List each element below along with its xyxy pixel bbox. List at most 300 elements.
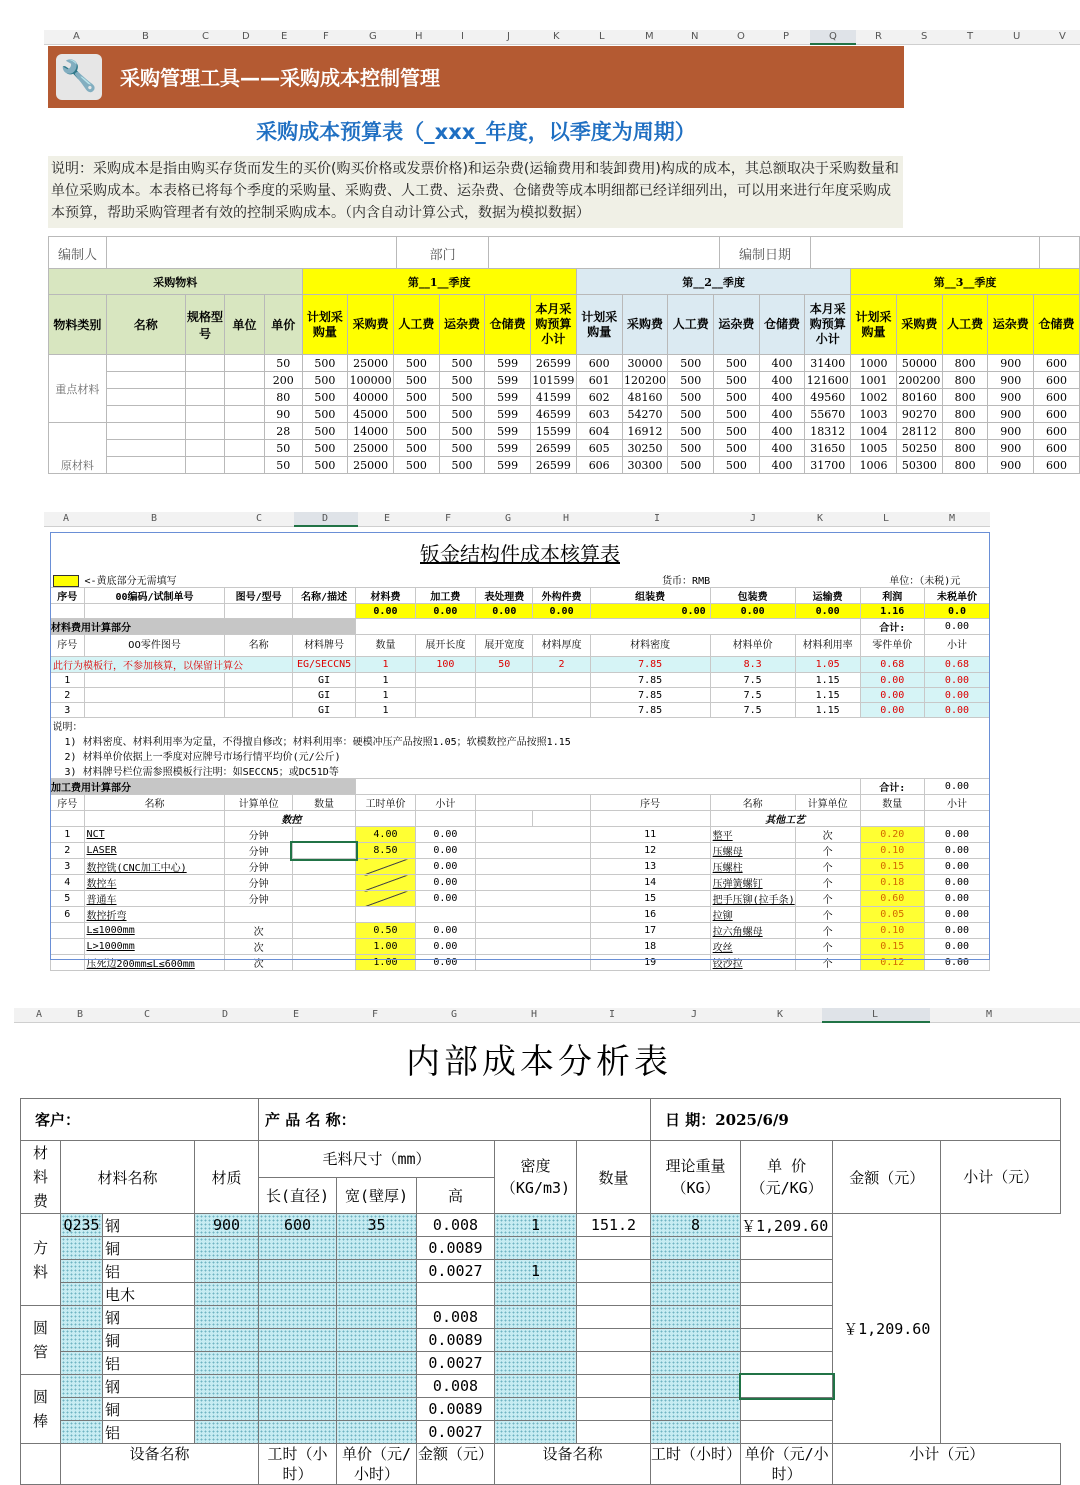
price-cell[interactable]: 7.5: [710, 673, 795, 688]
dept-cell[interactable]: [488, 237, 719, 270]
value-cell[interactable]: 800: [942, 406, 988, 423]
value-cell[interactable]: 120200: [623, 373, 666, 387]
width-cell[interactable]: [259, 1260, 337, 1283]
name-cell[interactable]: [106, 389, 185, 406]
height-cell[interactable]: [337, 1260, 417, 1283]
qty-cell[interactable]: 1: [356, 673, 415, 688]
column-letter[interactable]: Q: [829, 31, 837, 42]
value-cell[interactable]: 31650: [805, 440, 851, 457]
name-cell[interactable]: [106, 440, 185, 457]
value-cell[interactable]: 400: [759, 355, 805, 372]
thk-cell[interactable]: [533, 703, 590, 718]
value-cell[interactable]: 500: [302, 457, 348, 474]
value-cell[interactable]: 500: [668, 457, 714, 474]
unit-cell[interactable]: [225, 457, 265, 474]
len-cell[interactable]: [415, 703, 476, 718]
value-cell[interactable]: 100000: [349, 373, 392, 387]
value-cell[interactable]: 90270: [896, 406, 942, 423]
value-cell[interactable]: 500: [668, 372, 714, 389]
value-cell[interactable]: 600: [1034, 440, 1080, 457]
value-cell[interactable]: 500: [439, 423, 485, 440]
name-cell[interactable]: [106, 423, 185, 440]
price-cell[interactable]: 7.5: [710, 688, 795, 703]
material-name-cell[interactable]: Q235: [61, 1214, 103, 1237]
value-cell[interactable]: 500: [439, 355, 485, 372]
value-cell[interactable]: 800: [942, 389, 988, 406]
name-cell[interactable]: [106, 355, 185, 372]
wid-cell[interactable]: [476, 688, 533, 703]
value-cell[interactable]: 800: [942, 457, 988, 474]
value-cell[interactable]: 900: [988, 389, 1034, 406]
value-cell[interactable]: 606: [576, 457, 622, 474]
value-cell[interactable]: 101599: [532, 373, 575, 387]
value-cell[interactable]: 500: [714, 440, 760, 457]
value-cell[interactable]: 600: [1034, 406, 1080, 423]
qty-cell[interactable]: [495, 1306, 577, 1329]
column-letter[interactable]: A: [73, 31, 80, 42]
width-cell[interactable]: [259, 1237, 337, 1260]
value-cell[interactable]: 605: [576, 440, 622, 457]
width-cell[interactable]: [259, 1352, 337, 1375]
value-cell[interactable]: 200200: [898, 373, 941, 387]
unit-cell[interactable]: [225, 423, 265, 440]
length-cell[interactable]: [195, 1398, 259, 1421]
length-cell[interactable]: [195, 1375, 259, 1398]
column-letter[interactable]: F: [372, 1009, 379, 1020]
qty-cell[interactable]: [292, 923, 356, 939]
price-cell[interactable]: [651, 1237, 741, 1260]
value-cell[interactable]: 900: [988, 355, 1034, 372]
name-cell[interactable]: [106, 406, 185, 423]
value-cell[interactable]: 500: [302, 423, 348, 440]
value-cell[interactable]: 14000: [348, 423, 394, 440]
value-cell[interactable]: 900: [988, 457, 1034, 474]
column-letter[interactable]: F: [323, 31, 329, 42]
column-letter[interactable]: A: [36, 1009, 43, 1020]
part-no-cell[interactable]: [84, 703, 225, 718]
value-cell[interactable]: 80160: [896, 389, 942, 406]
height-cell[interactable]: [337, 1306, 417, 1329]
column-letter[interactable]: E: [293, 1009, 300, 1020]
value-cell[interactable]: 1005: [851, 440, 897, 457]
price-cell[interactable]: [651, 1421, 741, 1444]
value-cell[interactable]: 500: [668, 406, 714, 423]
value-cell[interactable]: 90: [264, 406, 302, 423]
value-cell[interactable]: 900: [988, 423, 1034, 440]
qty-cell[interactable]: [292, 907, 356, 923]
value-cell[interactable]: 400: [759, 406, 805, 423]
qty-cell[interactable]: [495, 1329, 577, 1352]
column-letter[interactable]: C: [202, 31, 209, 42]
price-cell[interactable]: [651, 1260, 741, 1283]
column-letter[interactable]: L: [599, 31, 605, 42]
rate-cell[interactable]: 0.60: [860, 891, 924, 907]
column-letter[interactable]: G: [505, 513, 512, 524]
value-cell[interactable]: 500: [439, 457, 485, 474]
column-header-bar[interactable]: [44, 30, 1080, 45]
value-cell[interactable]: 25000: [348, 355, 394, 372]
qty-cell[interactable]: [495, 1375, 577, 1398]
value-cell[interactable]: 400: [759, 423, 805, 440]
input-cell[interactable]: [225, 604, 292, 619]
value-cell[interactable]: 1001: [851, 372, 897, 389]
height-cell[interactable]: [337, 1352, 417, 1375]
rate-cell[interactable]: 0.10: [860, 923, 924, 939]
material-name-cell[interactable]: [61, 1283, 103, 1306]
unit-cell[interactable]: [225, 355, 265, 372]
width-cell[interactable]: [259, 1398, 337, 1421]
value-cell[interactable]: 30300: [622, 457, 668, 474]
unit-cell[interactable]: [225, 389, 265, 406]
qty-cell[interactable]: 1: [356, 703, 415, 718]
value-cell[interactable]: 400: [759, 440, 805, 457]
value-cell[interactable]: 50250: [896, 440, 942, 457]
value-cell[interactable]: 500: [714, 355, 760, 372]
input-cell[interactable]: [292, 604, 356, 619]
rate-cell[interactable]: 0.15: [860, 859, 924, 875]
length-cell[interactable]: [195, 1260, 259, 1283]
value-cell[interactable]: 599: [485, 423, 531, 440]
qty-cell[interactable]: [292, 891, 356, 907]
value-cell[interactable]: 800: [942, 372, 988, 389]
value-cell[interactable]: 800: [942, 423, 988, 440]
column-letter[interactable]: L: [883, 513, 890, 524]
value-cell[interactable]: 25000: [348, 440, 394, 457]
column-letter[interactable]: V: [1059, 31, 1066, 42]
column-letter[interactable]: N: [691, 31, 699, 42]
meta-extra-cell[interactable]: [1040, 237, 1080, 270]
rate-cell[interactable]: 8.50: [356, 843, 415, 859]
material-name-cell[interactable]: [61, 1260, 103, 1283]
column-letter[interactable]: A: [63, 513, 70, 524]
value-cell[interactable]: 45000: [348, 406, 394, 423]
value-cell[interactable]: 400: [759, 457, 805, 474]
price-cell[interactable]: [651, 1283, 741, 1306]
date-value[interactable]: 2025/6/9: [715, 1111, 789, 1129]
value-cell[interactable]: 600: [576, 355, 622, 372]
qty-cell[interactable]: [292, 875, 356, 891]
date-cell[interactable]: [811, 237, 1040, 270]
rate-cell[interactable]: 0.05: [860, 907, 924, 923]
value-cell[interactable]: 500: [668, 389, 714, 406]
height-cell[interactable]: [337, 1398, 417, 1421]
value-cell[interactable]: 50000: [896, 355, 942, 372]
column-letter[interactable]: D: [222, 1009, 229, 1020]
thk-cell[interactable]: [533, 688, 590, 703]
qty-cell[interactable]: [292, 843, 356, 859]
column-letter[interactable]: I: [609, 1009, 616, 1020]
value-cell[interactable]: 500: [394, 372, 440, 389]
template-grade[interactable]: EG/SECCN5: [292, 657, 356, 673]
value-cell[interactable]: 600: [1034, 355, 1080, 372]
width-cell[interactable]: [259, 1329, 337, 1352]
rate-cell[interactable]: 0.20: [860, 827, 924, 843]
value-cell[interactable]: 31400: [805, 355, 851, 372]
unit-cell[interactable]: [225, 406, 265, 423]
name-cell[interactable]: [106, 457, 185, 474]
column-letter[interactable]: I: [654, 513, 661, 524]
rate-cell[interactable]: 1.00: [356, 955, 415, 971]
column-letter[interactable]: L: [872, 1009, 879, 1020]
value-cell[interactable]: 500: [302, 440, 348, 457]
value-cell[interactable]: 25000: [348, 457, 394, 474]
column-letter[interactable]: S: [921, 31, 928, 42]
qty-cell[interactable]: [292, 955, 356, 971]
value-cell[interactable]: 800: [942, 440, 988, 457]
value-cell[interactable]: 599: [485, 389, 531, 406]
value-cell[interactable]: 500: [714, 389, 760, 406]
value-cell[interactable]: 500: [714, 406, 760, 423]
length-cell[interactable]: [195, 1283, 259, 1306]
height-cell[interactable]: [337, 1421, 417, 1444]
value-cell[interactable]: 900: [988, 406, 1034, 423]
input-cell[interactable]: [84, 604, 225, 619]
value-cell[interactable]: 48160: [622, 389, 668, 406]
value-cell[interactable]: 28: [264, 423, 302, 440]
column-letter[interactable]: R: [875, 31, 882, 42]
width-cell[interactable]: [259, 1283, 337, 1306]
value-cell[interactable]: 1000: [851, 355, 897, 372]
spec-cell[interactable]: [185, 406, 225, 423]
column-letter[interactable]: D: [322, 513, 329, 524]
price-cell[interactable]: [651, 1329, 741, 1352]
spec-cell[interactable]: [185, 372, 225, 389]
column-letter[interactable]: I: [461, 31, 464, 42]
template-len[interactable]: 100: [415, 657, 476, 673]
spec-cell[interactable]: [185, 423, 225, 440]
column-header-bar[interactable]: [44, 512, 990, 527]
rate-cell[interactable]: 0.12: [860, 955, 924, 971]
value-cell[interactable]: 500: [439, 406, 485, 423]
value-cell[interactable]: 500: [714, 372, 760, 389]
qty-cell[interactable]: [495, 1421, 577, 1444]
value-cell[interactable]: 121600: [806, 373, 849, 387]
column-letter[interactable]: E: [384, 513, 391, 524]
value-cell[interactable]: 18312: [805, 423, 851, 440]
name-cell[interactable]: [106, 372, 185, 389]
value-cell[interactable]: 50: [264, 355, 302, 372]
column-letter[interactable]: K: [553, 31, 560, 42]
value-cell[interactable]: 16912: [622, 423, 668, 440]
value-cell[interactable]: 30000: [622, 355, 668, 372]
value-cell[interactable]: 1002: [851, 389, 897, 406]
rate-cell[interactable]: 4.00: [356, 827, 415, 843]
column-letter[interactable]: T: [967, 31, 974, 42]
column-letter[interactable]: B: [151, 513, 158, 524]
spec-cell[interactable]: [185, 457, 225, 474]
part-no-cell[interactable]: [84, 673, 225, 688]
material-name-cell[interactable]: [61, 1237, 103, 1260]
value-cell[interactable]: 599: [485, 457, 531, 474]
width-cell[interactable]: [259, 1375, 337, 1398]
material-name-cell[interactable]: [61, 1306, 103, 1329]
spec-cell[interactable]: [185, 355, 225, 372]
length-cell[interactable]: [195, 1237, 259, 1260]
qty-cell[interactable]: [495, 1398, 577, 1421]
value-cell[interactable]: 49560: [805, 389, 851, 406]
unit-cell[interactable]: [225, 440, 265, 457]
value-cell[interactable]: 603: [576, 406, 622, 423]
wid-cell[interactable]: [476, 673, 533, 688]
value-cell[interactable]: 500: [714, 457, 760, 474]
column-letter[interactable]: H: [531, 1009, 538, 1020]
rate-cell[interactable]: [356, 891, 415, 907]
grade-cell[interactable]: GI: [292, 688, 356, 703]
unit-cell[interactable]: [225, 372, 265, 389]
column-letter[interactable]: J: [750, 513, 757, 524]
value-cell[interactable]: 604: [576, 423, 622, 440]
len-cell[interactable]: [415, 688, 476, 703]
value-cell[interactable]: 30250: [622, 440, 668, 457]
column-letter[interactable]: F: [445, 513, 452, 524]
qty-cell[interactable]: [495, 1283, 577, 1306]
price-cell[interactable]: 8: [651, 1214, 741, 1237]
value-cell[interactable]: 26599: [530, 355, 576, 372]
rate-cell[interactable]: 0.10: [860, 843, 924, 859]
value-cell[interactable]: 50: [264, 457, 302, 474]
value-cell[interactable]: 599: [485, 406, 531, 423]
part-no-cell[interactable]: [84, 688, 225, 703]
value-cell[interactable]: 28112: [896, 423, 942, 440]
value-cell[interactable]: 500: [302, 389, 348, 406]
value-cell[interactable]: 1004: [851, 423, 897, 440]
template-qty[interactable]: 1: [356, 657, 415, 673]
name-cell[interactable]: [225, 703, 292, 718]
value-cell[interactable]: 15599: [530, 423, 576, 440]
value-cell[interactable]: 900: [988, 372, 1034, 389]
name-cell[interactable]: [225, 688, 292, 703]
value-cell[interactable]: 500: [439, 372, 485, 389]
material-name-cell[interactable]: [61, 1329, 103, 1352]
rate-cell[interactable]: 0.18: [860, 875, 924, 891]
value-cell[interactable]: 500: [668, 423, 714, 440]
material-name-cell[interactable]: [61, 1421, 103, 1444]
thk-cell[interactable]: [533, 673, 590, 688]
value-cell[interactable]: 500: [394, 389, 440, 406]
grade-cell[interactable]: GI: [292, 703, 356, 718]
value-cell[interactable]: 599: [485, 355, 531, 372]
column-letter[interactable]: M: [949, 513, 956, 524]
value-cell[interactable]: 1003: [851, 406, 897, 423]
value-cell[interactable]: 200: [264, 372, 302, 389]
value-cell[interactable]: 500: [394, 423, 440, 440]
spec-cell[interactable]: [185, 440, 225, 457]
column-letter[interactable]: J: [507, 31, 510, 42]
column-letter[interactable]: M: [986, 1009, 993, 1020]
editor-cell[interactable]: [106, 237, 396, 270]
height-cell[interactable]: [337, 1283, 417, 1306]
length-cell[interactable]: [195, 1352, 259, 1375]
qty-cell[interactable]: [292, 859, 356, 875]
grade-cell[interactable]: GI: [292, 673, 356, 688]
qty-cell[interactable]: [292, 939, 356, 955]
column-letter[interactable]: K: [817, 513, 824, 524]
column-letter[interactable]: G: [369, 31, 377, 42]
input-cell[interactable]: [51, 604, 85, 619]
qty-cell[interactable]: [292, 827, 356, 843]
material-name-cell[interactable]: [61, 1352, 103, 1375]
rate-cell[interactable]: 0.50: [356, 923, 415, 939]
length-cell[interactable]: [195, 1421, 259, 1444]
template-thk[interactable]: 2: [533, 657, 590, 673]
price-cell[interactable]: [651, 1352, 741, 1375]
qty-cell[interactable]: 1: [356, 688, 415, 703]
value-cell[interactable]: 400: [759, 389, 805, 406]
value-cell[interactable]: 500: [439, 389, 485, 406]
value-cell[interactable]: 500: [394, 355, 440, 372]
width-cell[interactable]: 600: [259, 1214, 337, 1237]
value-cell[interactable]: 602: [576, 389, 622, 406]
column-letter[interactable]: E: [281, 31, 288, 42]
value-cell[interactable]: 601: [576, 372, 622, 389]
wid-cell[interactable]: [476, 703, 533, 718]
value-cell[interactable]: 55670: [805, 406, 851, 423]
length-cell[interactable]: 900: [195, 1214, 259, 1237]
column-letter[interactable]: D: [242, 31, 250, 42]
column-letter[interactable]: K: [777, 1009, 784, 1020]
rate-cell[interactable]: 0.15: [860, 939, 924, 955]
column-letter[interactable]: O: [737, 31, 745, 42]
length-cell[interactable]: [195, 1329, 259, 1352]
rate-cell[interactable]: 1.00: [356, 939, 415, 955]
value-cell[interactable]: 600: [1034, 389, 1080, 406]
column-letter[interactable]: U: [1013, 31, 1021, 42]
qty-cell[interactable]: 1: [495, 1260, 577, 1283]
price-cell[interactable]: 7.5: [710, 703, 795, 718]
value-cell[interactable]: 600: [1034, 423, 1080, 440]
value-cell[interactable]: 500: [668, 355, 714, 372]
value-cell[interactable]: 600: [1034, 457, 1080, 474]
value-cell[interactable]: 50300: [896, 457, 942, 474]
rate-cell[interactable]: [356, 859, 415, 875]
price-cell[interactable]: [651, 1306, 741, 1329]
name-cell[interactable]: [225, 673, 292, 688]
height-cell[interactable]: [337, 1329, 417, 1352]
value-cell[interactable]: 41599: [530, 389, 576, 406]
rate-cell[interactable]: [356, 907, 415, 923]
material-name-cell[interactable]: [61, 1375, 103, 1398]
value-cell[interactable]: 500: [714, 423, 760, 440]
value-cell[interactable]: 599: [485, 440, 531, 457]
column-header-bar[interactable]: [14, 1008, 1080, 1023]
value-cell[interactable]: 500: [394, 457, 440, 474]
material-name-cell[interactable]: [61, 1398, 103, 1421]
column-letter[interactable]: G: [451, 1009, 458, 1020]
spec-cell[interactable]: [185, 389, 225, 406]
height-cell[interactable]: [337, 1375, 417, 1398]
width-cell[interactable]: [259, 1306, 337, 1329]
value-cell[interactable]: 26599: [530, 457, 576, 474]
value-cell[interactable]: 500: [302, 406, 348, 423]
value-cell[interactable]: 500: [302, 355, 348, 372]
value-cell[interactable]: 40000: [348, 389, 394, 406]
rate-cell[interactable]: [356, 875, 415, 891]
column-letter[interactable]: P: [783, 31, 790, 42]
width-cell[interactable]: [259, 1421, 337, 1444]
value-cell[interactable]: 46599: [530, 406, 576, 423]
column-letter[interactable]: H: [563, 513, 570, 524]
value-cell[interactable]: 600: [1034, 372, 1080, 389]
value-cell[interactable]: 800: [942, 355, 988, 372]
value-cell[interactable]: 500: [302, 372, 348, 389]
value-cell[interactable]: 54270: [622, 406, 668, 423]
len-cell[interactable]: [415, 673, 476, 688]
category-cell[interactable]: 重点材料: [49, 355, 107, 423]
template-wid[interactable]: 50: [476, 657, 533, 673]
price-cell[interactable]: [651, 1375, 741, 1398]
column-letter[interactable]: C: [256, 513, 263, 524]
qty-cell[interactable]: [495, 1352, 577, 1375]
